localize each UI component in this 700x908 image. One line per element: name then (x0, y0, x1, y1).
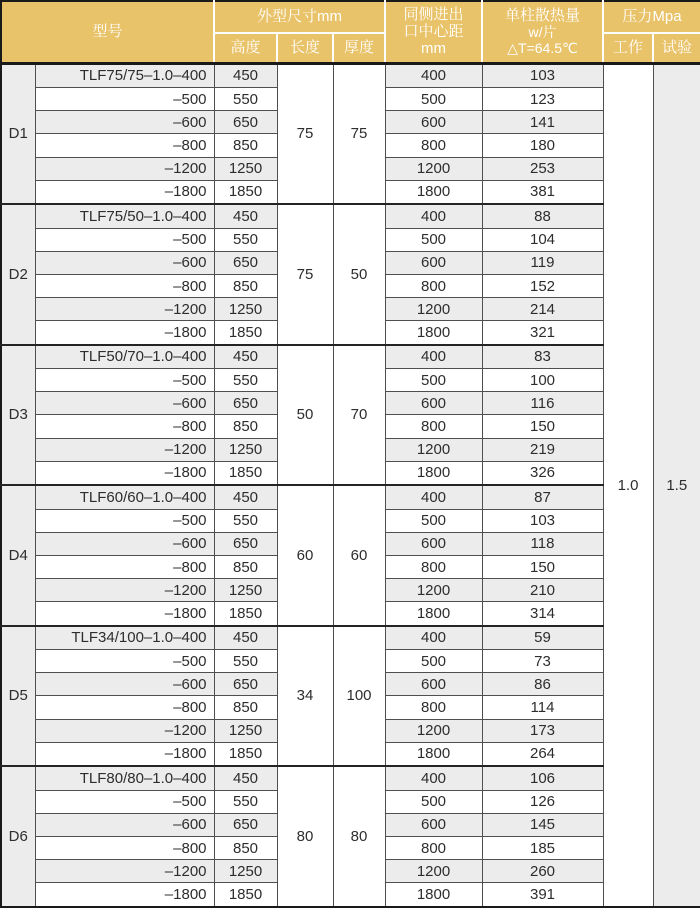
height-cell: 650 (214, 813, 277, 836)
model-cell: –600 (35, 392, 214, 415)
model-cell: –1800 (35, 461, 214, 485)
height-cell: 1250 (214, 298, 277, 321)
model-cell: –600 (35, 673, 214, 696)
heat-output-cell: 83 (482, 345, 603, 369)
height-cell: 550 (214, 650, 277, 673)
height-cell: 550 (214, 228, 277, 251)
model-cell: –1800 (35, 883, 214, 907)
heat-output-cell: 152 (482, 274, 603, 297)
center-distance-cell: 400 (385, 626, 482, 650)
header-row-1 (1, 1, 700, 33)
heat-output-cell: 104 (482, 228, 603, 251)
length-cell: 80 (277, 766, 333, 907)
height-cell: 450 (214, 766, 277, 790)
group-cell: D4 (1, 485, 35, 626)
model-cell: –500 (35, 650, 214, 673)
heat-output-cell: 210 (482, 579, 603, 602)
model-cell: –500 (35, 228, 214, 251)
model-cell: –800 (35, 836, 214, 859)
center-distance-cell: 800 (385, 555, 482, 578)
height-cell: 850 (214, 415, 277, 438)
model-cell: –1800 (35, 321, 214, 345)
group-cell: D1 (1, 63, 35, 204)
height-cell: 650 (214, 392, 277, 415)
table-body (1, 63, 700, 907)
thickness-cell: 70 (333, 345, 385, 486)
center-distance-cell: 1200 (385, 579, 482, 602)
center-distance-cell: 800 (385, 134, 482, 157)
heat-output-cell: 260 (482, 860, 603, 883)
model-cell: –800 (35, 555, 214, 578)
model-cell: –1200 (35, 298, 214, 321)
height-cell: 450 (214, 345, 277, 369)
height-cell: 1250 (214, 157, 277, 180)
model-cell: –1200 (35, 438, 214, 461)
height-cell: 650 (214, 532, 277, 555)
model-cell: –800 (35, 415, 214, 438)
center-distance-cell: 1200 (385, 298, 482, 321)
center-distance-cell: 1200 (385, 438, 482, 461)
length-column-header: 长度 (277, 33, 333, 63)
length-cell: 75 (277, 63, 333, 204)
height-cell: 450 (214, 63, 277, 88)
height-cell: 850 (214, 134, 277, 157)
height-cell: 450 (214, 626, 277, 650)
center-distance-cell: 600 (385, 813, 482, 836)
model-cell: –800 (35, 696, 214, 719)
model-cell: –1200 (35, 579, 214, 602)
test-pressure-cell: 1.5 (653, 63, 700, 907)
center-distance-cell: 500 (385, 228, 482, 251)
heat-output-cell: 119 (482, 251, 603, 274)
model-cell: –1200 (35, 157, 214, 180)
length-cell: 34 (277, 626, 333, 767)
center-distance-cell: 600 (385, 111, 482, 134)
heat-output-line-1: 单柱散热量 (505, 7, 581, 25)
heat-output-cell: 141 (482, 111, 603, 134)
thickness-cell: 75 (333, 63, 385, 204)
table-header (1, 1, 700, 63)
center-distance-header (385, 1, 482, 63)
center-distance-cell: 500 (385, 369, 482, 392)
height-cell: 850 (214, 696, 277, 719)
center-distance-cell: 1800 (385, 742, 482, 766)
length-cell: 75 (277, 204, 333, 345)
center-distance-cell: 1200 (385, 719, 482, 742)
model-cell: –1200 (35, 860, 214, 883)
heat-output-cell: 321 (482, 321, 603, 345)
model-cell: –800 (35, 274, 214, 297)
heat-output-cell: 381 (482, 180, 603, 204)
heat-output-cell: 391 (482, 883, 603, 907)
table-row (1, 345, 700, 369)
heat-output-cell: 253 (482, 157, 603, 180)
center-distance-line-2: 口中心距 (403, 23, 464, 41)
heat-output-cell: 214 (482, 298, 603, 321)
heat-output-cell: 73 (482, 650, 603, 673)
height-cell: 1850 (214, 602, 277, 626)
center-distance-cell: 400 (385, 345, 482, 369)
model-cell: –500 (35, 790, 214, 813)
center-distance-cell: 600 (385, 251, 482, 274)
model-cell: –500 (35, 369, 214, 392)
heat-output-cell: 100 (482, 369, 603, 392)
model-cell: –500 (35, 509, 214, 532)
center-distance-cell: 800 (385, 836, 482, 859)
model-cell: TLF50/70–1.0–400 (35, 345, 214, 369)
center-distance-cell: 400 (385, 766, 482, 790)
thickness-cell: 80 (333, 766, 385, 907)
center-distance-cell: 500 (385, 790, 482, 813)
heat-output-cell: 87 (482, 485, 603, 509)
heat-output-cell: 106 (482, 766, 603, 790)
group-cell: D2 (1, 204, 35, 345)
center-distance-cell: 500 (385, 650, 482, 673)
center-distance-cell: 500 (385, 88, 482, 111)
center-distance-cell: 1800 (385, 883, 482, 907)
height-cell: 650 (214, 251, 277, 274)
height-cell: 1850 (214, 461, 277, 485)
height-cell: 1250 (214, 438, 277, 461)
center-distance-cell: 1800 (385, 321, 482, 345)
model-cell: –800 (35, 134, 214, 157)
height-cell: 1850 (214, 321, 277, 345)
center-distance-cell: 400 (385, 485, 482, 509)
center-distance-cell: 1800 (385, 180, 482, 204)
height-cell: 850 (214, 836, 277, 859)
center-distance-cell: 500 (385, 509, 482, 532)
model-cell: –1200 (35, 719, 214, 742)
heat-output-cell: 86 (482, 673, 603, 696)
center-distance-cell: 600 (385, 532, 482, 555)
model-column-header: 型号 (1, 1, 214, 63)
model-cell: –600 (35, 813, 214, 836)
thickness-cell: 60 (333, 485, 385, 626)
height-cell: 550 (214, 509, 277, 532)
center-distance-cell: 600 (385, 392, 482, 415)
model-cell: TLF80/80–1.0–400 (35, 766, 214, 790)
center-distance-cell: 800 (385, 696, 482, 719)
heat-output-cell: 123 (482, 88, 603, 111)
height-cell: 450 (214, 485, 277, 509)
center-distance-cell: 1800 (385, 602, 482, 626)
heat-output-cell: 180 (482, 134, 603, 157)
height-cell: 550 (214, 88, 277, 111)
height-cell: 550 (214, 369, 277, 392)
heat-output-cell: 150 (482, 555, 603, 578)
heat-output-cell: 264 (482, 742, 603, 766)
heat-output-cell: 126 (482, 790, 603, 813)
heat-output-cell: 150 (482, 415, 603, 438)
table-row (1, 766, 700, 790)
height-cell: 1250 (214, 579, 277, 602)
height-cell: 1850 (214, 180, 277, 204)
height-cell: 850 (214, 274, 277, 297)
center-distance-cell: 400 (385, 204, 482, 228)
length-cell: 50 (277, 345, 333, 486)
heat-output-cell: 326 (482, 461, 603, 485)
model-cell: TLF75/50–1.0–400 (35, 204, 214, 228)
group-cell: D6 (1, 766, 35, 907)
height-cell: 1850 (214, 742, 277, 766)
heat-output-cell: 219 (482, 438, 603, 461)
heat-output-cell: 59 (482, 626, 603, 650)
height-cell: 450 (214, 204, 277, 228)
center-distance-cell: 600 (385, 673, 482, 696)
height-cell: 650 (214, 111, 277, 134)
center-distance-cell: 800 (385, 274, 482, 297)
heat-output-cell: 116 (482, 392, 603, 415)
length-cell: 60 (277, 485, 333, 626)
center-distance-line-3: mm (421, 40, 447, 58)
center-distance-cell: 1200 (385, 157, 482, 180)
group-cell: D3 (1, 345, 35, 486)
center-distance-cell: 1200 (385, 860, 482, 883)
heat-output-cell: 185 (482, 836, 603, 859)
model-cell: –600 (35, 251, 214, 274)
heat-output-header (482, 1, 603, 63)
center-distance-line-1: 同侧进出 (403, 5, 464, 23)
table-row (1, 63, 700, 88)
table-row (1, 485, 700, 509)
heat-output-cell: 145 (482, 813, 603, 836)
model-cell: TLF75/75–1.0–400 (35, 63, 214, 88)
test-pressure-header: 试验 (653, 33, 700, 63)
heat-output-cell: 103 (482, 509, 603, 532)
heat-output-cell: 88 (482, 204, 603, 228)
height-cell: 1850 (214, 883, 277, 907)
heat-output-cell: 114 (482, 696, 603, 719)
center-distance-cell: 800 (385, 415, 482, 438)
working-pressure-header: 工作 (603, 33, 653, 63)
model-cell: –500 (35, 88, 214, 111)
model-cell: –600 (35, 532, 214, 555)
height-cell: 550 (214, 790, 277, 813)
center-distance-cell: 1800 (385, 461, 482, 485)
heat-output-line-3: △T=64.5℃ (507, 40, 578, 57)
working-pressure-cell: 1.0 (603, 63, 653, 907)
table-row (1, 626, 700, 650)
heat-output-cell: 118 (482, 532, 603, 555)
model-cell: –1800 (35, 602, 214, 626)
height-cell: 850 (214, 555, 277, 578)
height-cell: 1250 (214, 860, 277, 883)
heat-output-cell: 103 (482, 63, 603, 88)
model-cell: TLF60/60–1.0–400 (35, 485, 214, 509)
dimensions-group-header: 外型尺寸mm (214, 1, 385, 33)
height-cell: 650 (214, 673, 277, 696)
thickness-column-header: 厚度 (333, 33, 385, 63)
model-cell: –1800 (35, 742, 214, 766)
height-cell: 1250 (214, 719, 277, 742)
center-distance-cell: 400 (385, 63, 482, 88)
table-row (1, 204, 700, 228)
pressure-group-header: 压力Mpa (603, 1, 700, 33)
model-cell: –1800 (35, 180, 214, 204)
height-column-header: 高度 (214, 33, 277, 63)
model-cell: TLF34/100–1.0–400 (35, 626, 214, 650)
group-cell: D5 (1, 626, 35, 767)
heat-output-cell: 314 (482, 602, 603, 626)
thickness-cell: 100 (333, 626, 385, 767)
heat-output-cell: 173 (482, 719, 603, 742)
heat-output-line-2: w/片 (528, 24, 557, 41)
thickness-cell: 50 (333, 204, 385, 345)
model-cell: –600 (35, 111, 214, 134)
